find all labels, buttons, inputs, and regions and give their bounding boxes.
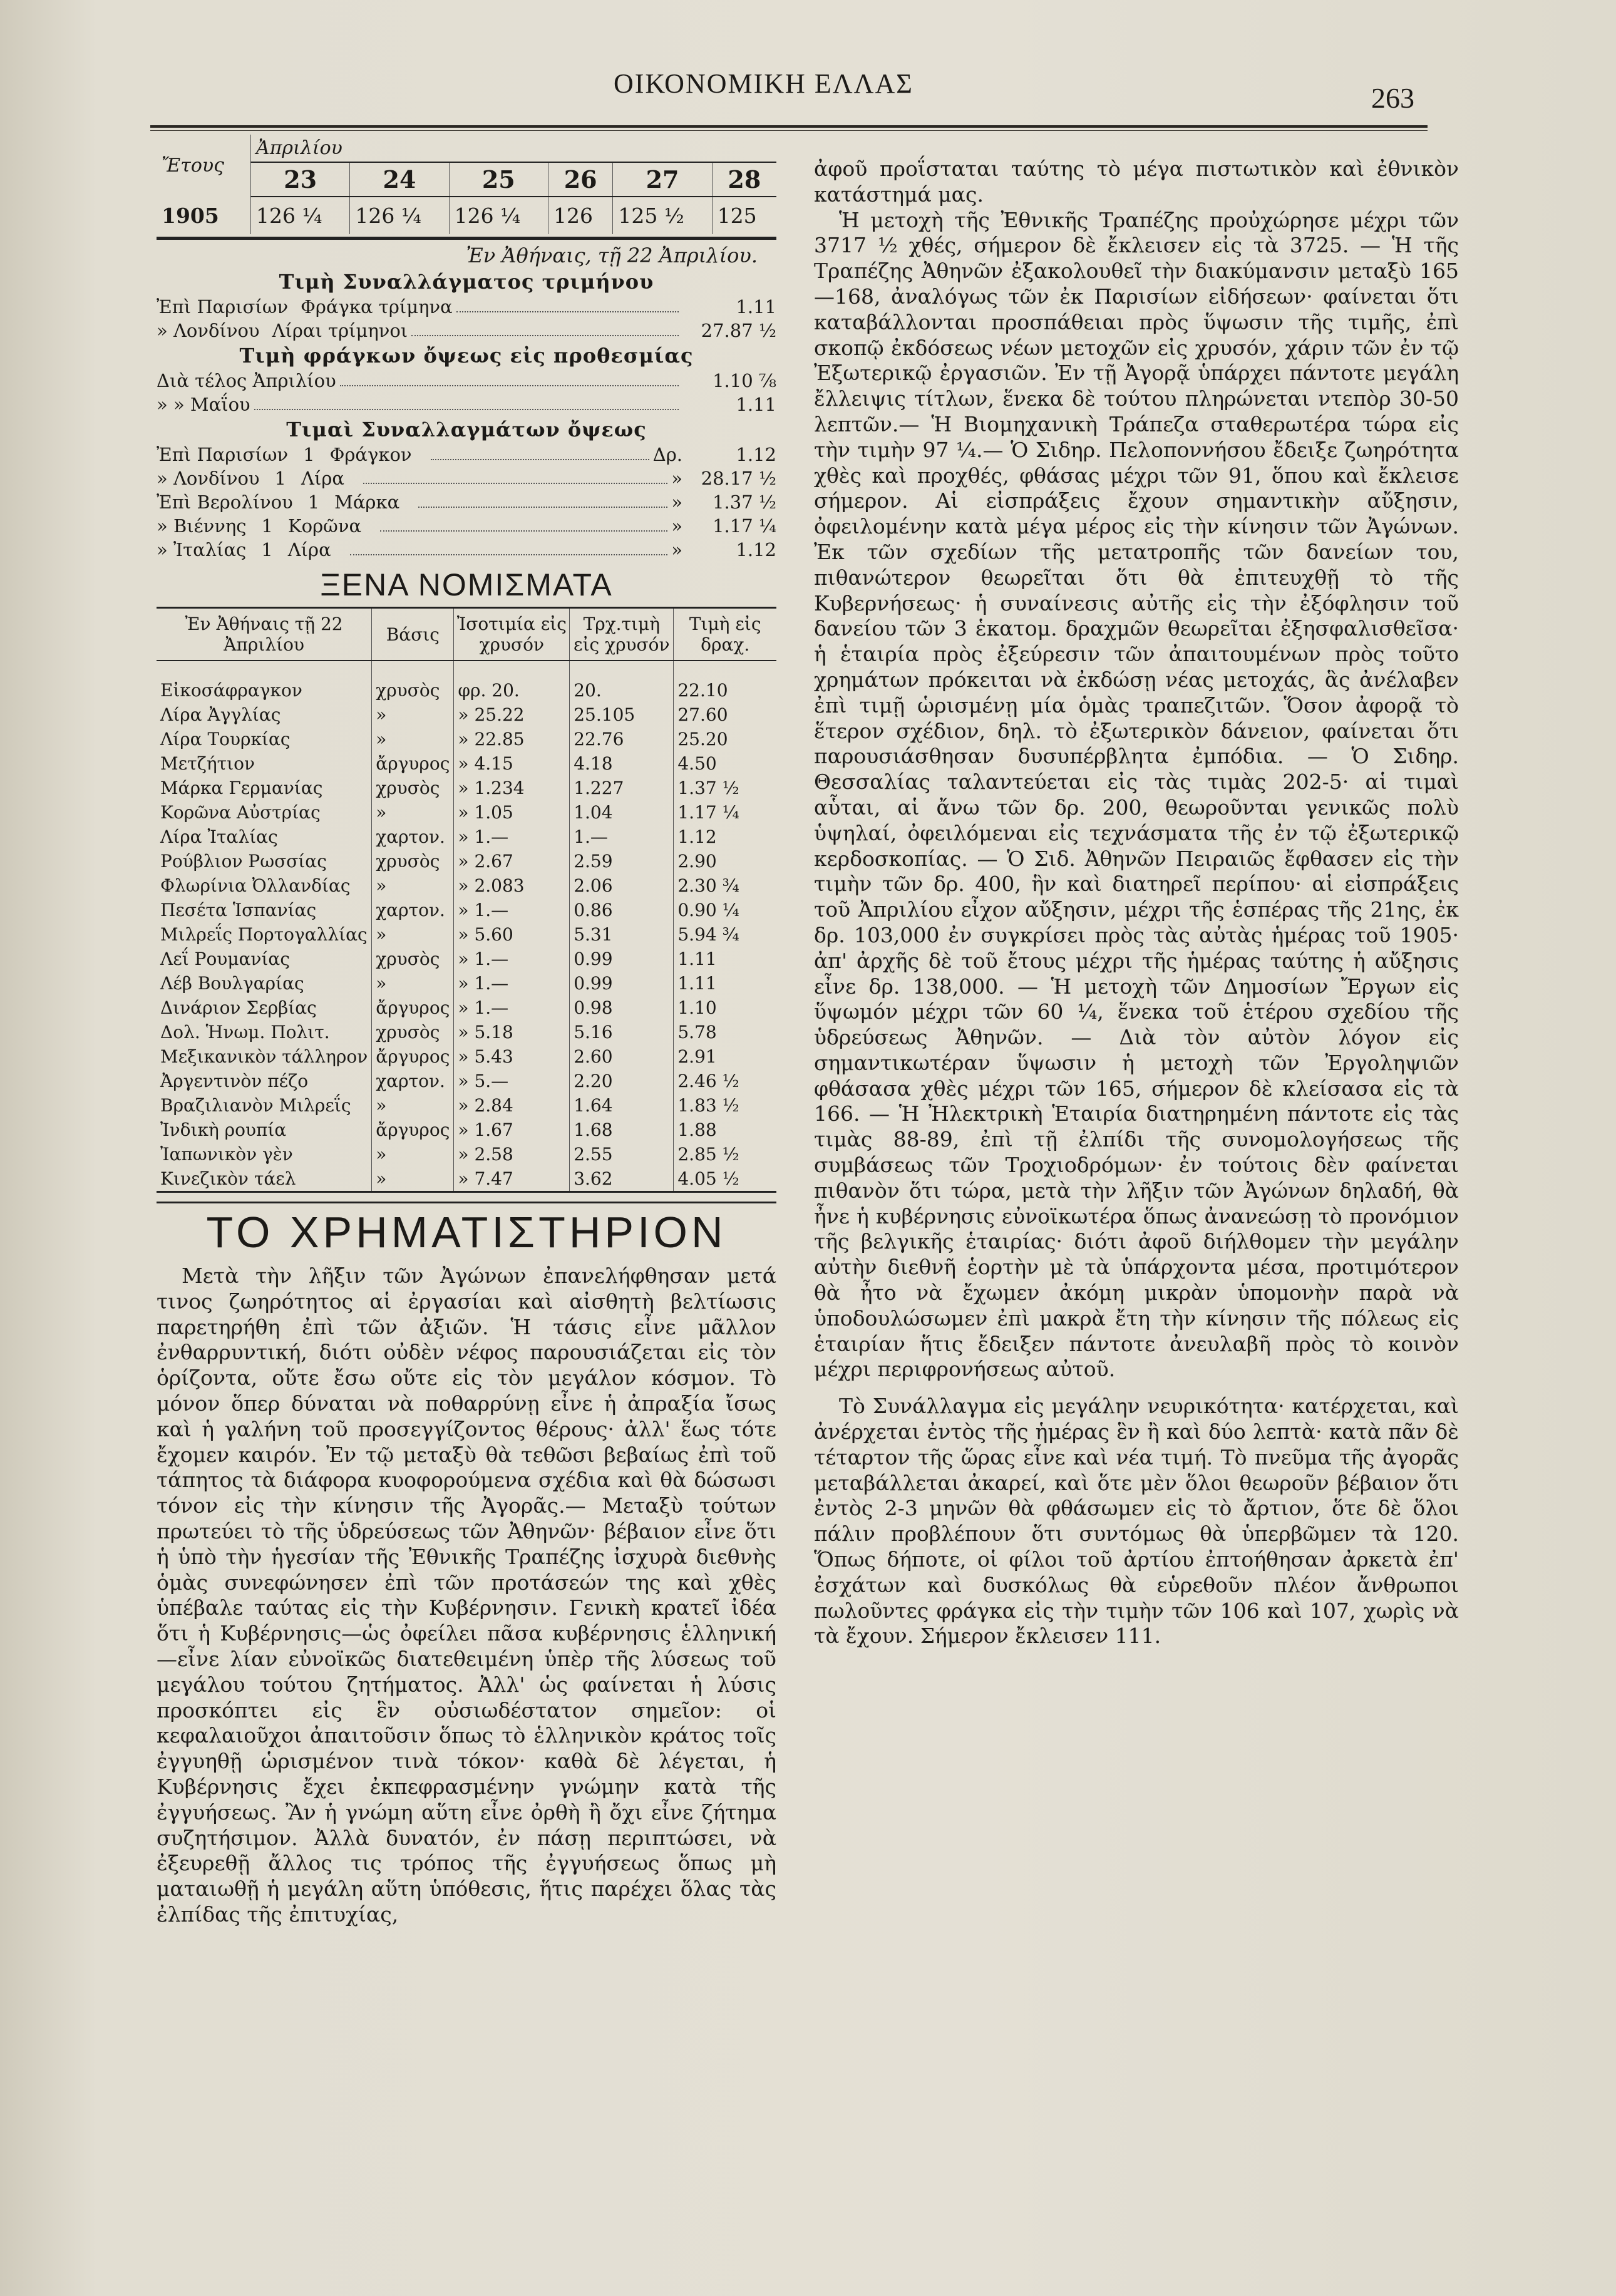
coin-name: Ἰαπωνικὸν γὲν: [160, 1144, 293, 1165]
coin-basis: χρυσὸς: [372, 849, 454, 873]
coin-market-price: 1.—: [570, 825, 674, 849]
coin-basis: ἄργυρος: [372, 996, 454, 1020]
rate-place: Ἐπὶ Παρισίων: [157, 296, 289, 317]
coin-drachma-price: 2.90: [674, 849, 776, 873]
table-row: [157, 1093, 776, 1118]
coin-drachma-price: 22.10: [674, 661, 776, 703]
coin-basis: ἄργυρος: [372, 1118, 454, 1142]
coin-drachma-price: 1.12: [674, 825, 776, 849]
coin-parity: » 1.—: [454, 971, 570, 996]
coin-market-price: 25.105: [570, 703, 674, 727]
table-row: [157, 996, 776, 1020]
coin-market-price: 2.06: [570, 873, 674, 898]
dateline: Ἐν Ἀθήναις, τῇ 22 Ἀπριλίου.: [466, 244, 758, 267]
coin-drachma-price: 1.83 ½: [674, 1093, 776, 1118]
coin-parity: » 5.43: [454, 1044, 570, 1069]
coin-market-price: 1.64: [570, 1093, 674, 1118]
rate-qty: 1: [303, 444, 315, 465]
rate-currency: Λίρα: [287, 539, 331, 560]
rate-place: Ἐπὶ Βερολίνου: [157, 492, 293, 513]
sight-rate-row: [157, 468, 776, 489]
leader-dots: [431, 444, 649, 460]
coin-basis: ἄργυρος: [372, 1044, 454, 1069]
coin-market-price: 4.18: [570, 751, 674, 776]
rate-value: 1.11: [736, 296, 776, 317]
coin-basis: χρυσὸς: [372, 776, 454, 800]
coin-parity: » 22.85: [454, 727, 570, 751]
price-cell: 126 ¼: [251, 197, 350, 234]
coin-name: Ἀργεντινὸν πέζο: [160, 1071, 309, 1091]
coin-name: Μεξικανικὸν τάλληρον: [160, 1046, 368, 1067]
article-paragraph: ἀφοῦ προΐσταται ταύτης τὸ μέγα πιστωτικὸν καὶ ἐθνικὸν κατάστημά μας.: [814, 157, 1459, 207]
coin-basis: »: [372, 1166, 454, 1192]
column-header: Βάσις: [372, 608, 454, 661]
table-row: [157, 1020, 776, 1044]
coin-market-price: 0.86: [570, 898, 674, 922]
coin-drachma-price: 5.94 ¾: [674, 922, 776, 947]
coin-drachma-price: 1.10: [674, 996, 776, 1020]
section-title: Τιμὴ φράγκων ὄψεως εἰς προθεσμίας: [239, 344, 694, 368]
coin-name: Μετζήτιον: [160, 753, 255, 774]
coin-name: Λεΐ Ρουμανίας: [160, 949, 291, 969]
leader-dots: [418, 492, 667, 508]
foreign-coins-body: [157, 661, 776, 1192]
coin-basis: χρυσὸς: [372, 661, 454, 703]
article-paragraph: Ἡ μετοχὴ τῆς Ἐθνικῆς Τραπέζης προὐχώρησε μέχρι τῶν 3717 ½ χθές, σήμερον δὲ ἔκλεισεν εἰς τὰ 3725. — Ἡ τῆς Τραπέζης Ἀθηνῶν ἐξακολουθεῖ τὴν διακύμανσιν μεταξὺ 165—168, ἀναλόγως τῶν ἐκ Παρισίων εἰδήσεων· φαίνεται ὅτι καταβάλλονται προσπάθειαι πρὸς ὕψωσιν τῆς τιμῆς, ἐπὶ σκοπῷ ἐκδόσεως νέων μετοχῶν εἰς χρυσόν, χάριν τῶν ἐν τῷ Ἐξωτερικῷ ἐργασιῶν. Ἐν τῇ Ἀγορᾷ ὑπάρχει πάντοτε μεγάλη ἔλλειψις τίτλων, ἕνεκα δὲ τούτου πληρώνεται ντεπὸρ 30-50 λεπτῶν.— Ἡ Βιομηχανικὴ Τράπεζα σταθερωτέρα τώρα εἰς τὴν τιμὴν 97 ¼.— Ὁ Σιδηρ. Πελοποννήσου ἔδειξε ζωηρότητα χθὲς καὶ προχθές, φθάσας μέχρι τῶν 91, ὅπου καὶ ἔκλεισε σήμερον. Αἱ εἰσπράξεις ἔχουν σημαντικὴν αὔξησιν, ὀφειλομένην κατὰ μέγα μέρος εἰς τὴν κίνησιν τῶν Ἀγώνων. Ἐκ τῶν σχεδίων τῆς μετατροπῆς τῶν δανείων του, πιθανώτερον θεωρεῖται ὅτι θὰ ἐπιτευχθῇ τὸ τῆς Κυβερνήσεως· ἡ συναίνεσις αὐτῆς εἰς τὴν ἐξόφλησιν τοῦ δανείου τῶν 3 ἑκατομ. δραχμῶν θεωρεῖται ἐξησφαλισθεῖσα· ἡ ἑταιρία πρὸς ἐξεύρεσιν τῶν ἀπαιτουμένων πρὸς τοῦτο χρημάτων πρόκειται νὰ ἐκδώσῃ νέας μετοχάς, ἃς ἀνέλαβεν ἐπὶ τιμῇ ὡρισμένῃ μία ὁμὰς τραπεζιτῶν. Ὅσον ἀφορᾷ τὸ ἕτερον σχέδιον, δηλ. τὸ ἐξωτερικὸν δάνειον, φαίνεται ὅτι παρουσιάσθησαν δυσυπέρβλητα ἐμπόδια. — Ὁ Σιδηρ. Θεσσαλίας ταλαντεύεται εἰς τὰς τιμὰς 202-5· αἱ τιμαὶ αὗται, αἱ ἄνω τῶν δρ. 200, θεωροῦνται γενικῶς πολὺ ὑψηλαί, ὀφειλόμεναι εἰς τεχνάσματα τῆς ἐν τῷ ἐξωτερικῷ κερδοσκοπίας. — Ὁ Σιδ. Ἀθηνῶν Πειραιῶς ἔφθασεν εἰς τὴν τιμὴν τῶν δρ. 400, ἣν καὶ διατηρεῖ περίπου· αἱ εἰσπράξεις τοῦ Ἀπριλίου εἶχον αὔξησιν, μέχρι τῆς ἑσπέρας τῆς 21ης, ἐκ δρ. 103,000 ἐν συγκρίσει πρὸς τὰς αὐτὰς ἡμέρας τοῦ 1905· ἀπ' ἀρχῆς δὲ τοῦ ἔτους μέχρι τῆς ἡμέρας ταύτης ἡ αὔξησις εἶνε δρ. 138,000. — Ἡ μετοχὴ τῶν Δημοσίων Ἔργων εἰς ὕψωμόν μέχρι τῶν 60 ¼, ἕνεκα τοῦ ἑτέρου σχεδίου τῆς ὑδρεύσεως Ἀθηνῶν. — Διὰ τὸν αὐτὸν λόγον εἰς σημαντικωτέραν ὕψωσιν ἡ μετοχὴ τῶν Ἐργοληψιῶν φθάσασα χθὲς μέχρι τῶν 165, σήμερον δὲ κλείσασα εἰς τὰ 166. — Ἡ Ἠλεκτρικὴ Ἑταιρία διατηρημένη πάντοτε εἰς τὰς τιμὰς 88-89, ἐπὶ τῇ ἐλπίδι τῆς συνομολογήσεως τῆς συμβάσεως τῶν Τροχιοδρόμων· ἐν τούτοις δὲν φαίνεται πιθανὸν ὅτι τώρα, μετὰ τὴν λῆξιν τῶν Ἀγώνων δηλαδή, θὰ ἦνε ἡ κυβέρνησις εὐνοϊκωτέρα ὅπως ἀνανεώσῃ τὸ προνόμιον τῆς βελγικῆς ἑταιρίας· διότι ἀφοῦ διήλθομεν τὴν μεγάλην αὐτὴν διεθνῆ ἑορτὴν μὲ τὰ ὑπάρχοντα μέσα, προτιμότερον θὰ ἦτο νὰ ἔχωμεν ἀκόμη μικρὰν ὑπομονὴν παρὰ νὰ ὑποδουλώσωμεν ἐπὶ μακρὰ ἔτη τὴν κίνησιν τῆς πόλεως εἰς ἑταιρίαν ἥτις ἔδειξεν πάντοτε ἀνευλαβῆ πρὸς τὸ κοινὸν μέχρι περιφρονήσεως αὐτοῦ.: [814, 207, 1459, 1382]
coin-basis: χαρτον.: [372, 898, 454, 922]
coin-market-price: 2.60: [570, 1044, 674, 1069]
coin-parity: » 25.22: [454, 703, 570, 727]
price-cell: 126 ¼: [350, 197, 449, 234]
coin-drachma-price: 1.11: [674, 971, 776, 996]
rate-currency: Μάρκα: [334, 492, 400, 513]
rate-line: [157, 320, 776, 341]
rate-value: 1.11: [736, 394, 776, 415]
rate-line: [157, 370, 776, 391]
coin-drachma-price: 1.37 ½: [674, 776, 776, 800]
table-row: [157, 727, 776, 751]
rate-qty: 1: [261, 515, 273, 537]
coin-name: Κινεζικὸν τάελ: [160, 1168, 296, 1189]
rate-place: Διὰ τέλος Ἀπριλίου: [157, 370, 336, 391]
day-header: 24: [350, 162, 449, 197]
coin-basis: »: [372, 703, 454, 727]
rate-line: [157, 394, 776, 415]
coin-name: Λίρα Ἀγγλίας: [160, 704, 281, 725]
leader-dots: [254, 394, 679, 410]
leader-dots: [380, 515, 667, 532]
rate-value: 1.37 ½: [713, 492, 776, 513]
table-row: [157, 1118, 776, 1142]
sight-rate-row: [157, 492, 776, 513]
coin-market-price: 5.31: [570, 922, 674, 947]
table-row: [157, 1044, 776, 1069]
table-row: [157, 971, 776, 996]
rate-value: 1.12: [736, 539, 776, 560]
coin-name: Κορῶνα Αὐστρίας: [160, 802, 321, 823]
coin-parity: » 2.67: [454, 849, 570, 873]
coin-parity: » 5.60: [454, 922, 570, 947]
coin-parity: » 1.67: [454, 1118, 570, 1142]
coin-parity: » 1.234: [454, 776, 570, 800]
table-row: [157, 922, 776, 947]
coin-market-price: 2.20: [570, 1069, 674, 1093]
price-cell: 126 ¼: [449, 197, 548, 234]
coin-name: Εἰκοσάφραγκον: [160, 680, 302, 701]
foreign-coins-table: [157, 607, 776, 1193]
coin-drachma-price: 2.85 ½: [674, 1142, 776, 1166]
rate-unit: Δρ.: [652, 444, 682, 465]
table-row: [157, 703, 776, 727]
column-header: Ἰσοτιμία εἰς χρυσόν: [454, 608, 570, 661]
sight-rates-list: [157, 444, 776, 560]
coin-market-price: 0.99: [570, 947, 674, 971]
bourse-paragraph: Μετὰ τὴν λῆξιν τῶν Ἀγώνων ἐπανελήφθησαν μετά τινος ζωηρότητος αἱ ἐργασίαι καὶ αἰσθητὴ βελτίωσις παρετηρήθη ἐπὶ τῶν ἀξιῶν. Ἡ τάσις εἶνε μᾶλλον ἐνθαρρυντική, διότι οὐδὲν νέφος παρουσιάζεται εἰς τὸν ὁρίζοντα, οὔτε ἔσω οὔτε εἰς τὸν μεγάλον κόσμον. Τὸ μόνον ὅπερ δύναται νὰ ποθαρρύνῃ εἶνε ἡ ἀπραξία ἴσως καὶ ἡ γαλήνη τοῦ προσεγγίζοντος θέρους· ἀλλ' ἕως τότε ἔχομεν καιρόν. Ἐν τῷ μεταξὺ θὰ τεθῶσι βεβαίως ἐπὶ τοῦ τάπητος τὰ διάφορα κυοφορούμενα σχέδια καὶ θὰ δώσωσι τόνον εἰς τὴν κίνησιν τῆς Ἀγορᾶς.— Μεταξὺ τούτων πρωτεύει τὸ τῆς ὑδρεύσεως τῶν Ἀθηνῶν· βέβαιον εἶνε ὅτι ἡ ὑπὸ τὴν ἡγεσίαν τῆς Ἐθνικῆς Τραπέζης ἰσχυρὰ διεθνὴς ὁμὰς συνεφώνησεν ἐπὶ τῶν προτάσεών της καὶ χθὲς ὑπέβαλε ταύτας εἰς τὴν Κυβέρνησιν. Γενικὴ κρατεῖ ἰδέα ὅτι ἡ Κυβέρνησις—ὡς ὀφείλει πᾶσα κυβέρνησις ἑλληνική—εἶνε λίαν εὐνοϊκῶς διατεθειμένη ὑπὲρ τῆς λύσεως τοῦ μεγάλου τούτου ζητήματος. Ἀλλ' ὡς φαίνεται ἡ λύσις προσκόπτει εἰς ἓν οὐσιωδέστατον σημεῖον: οἱ κεφαλαιοῦχοι ἀπαιτοῦσιν ὅπως τὸ ἑλληνικὸν κράτος τοῖς ἐγγυηθῇ ὡρισμένον τινὰ τόκον· καθὰ δὲ λέγεται, ἡ Κυβέρνησις ἔχει ἐκπεφρασμένην γνώμην κατὰ τῆς ἐγγυήσεως. Ἂν ἡ γνώμη αὕτη εἶνε ὀρθὴ ἢ ὄχι εἶνε ζήτημα συζητήσιμον. Ἀλλὰ δυνατόν, ἐν πάσῃ περιπτώσει, νὰ ἐξευρεθῇ ἄλλος τις τρόπος τῆς ἐγγυήσεως ὅπως μὴ ματαιωθῇ ἡ μεγάλη αὕτη ὑπόθεσις, ἥτις παρέχει ὅλας τὰς ἐλπίδας τῆς ἐπιτυχίας,: [157, 1264, 776, 1927]
header-rule: [150, 125, 1428, 128]
right-column: [814, 157, 1459, 1649]
coin-name: Λίρα Τουρκίας: [160, 729, 291, 749]
coin-name: Δολ. Ἡνωμ. Πολιτ.: [160, 1022, 330, 1042]
coin-parity: φρ. 20.: [454, 661, 570, 703]
table-row: [157, 800, 776, 825]
table-row: [157, 873, 776, 898]
coin-parity: » 4.15: [454, 751, 570, 776]
april-price-table: [157, 135, 776, 234]
coin-drachma-price: 5.78: [674, 1020, 776, 1044]
month-header: Ἀπριλίου: [251, 135, 776, 162]
year-header: Ἔτους: [157, 135, 251, 197]
year-cell: 1905: [162, 203, 219, 228]
rate-value: 28.17 ½: [701, 468, 776, 489]
coin-parity: » 2.58: [454, 1142, 570, 1166]
day-header: 23: [251, 162, 350, 197]
table-row: [157, 825, 776, 849]
rate-place: » Λονδίνου: [157, 320, 260, 341]
coin-parity: » 1.—: [454, 898, 570, 922]
coin-market-price: 1.68: [570, 1118, 674, 1142]
coin-name: Ἰνδικὴ ρουπία: [160, 1120, 287, 1140]
coin-parity: » 7.47: [454, 1166, 570, 1192]
rate-currency: Λίρα: [301, 468, 344, 489]
coin-basis: »: [372, 971, 454, 996]
section-title: Τιμαὶ Συναλλαγμάτων ὄψεως: [286, 418, 647, 441]
rate-qty: 1: [274, 468, 286, 489]
bourse-title: ΤΟ ΧΡΗΜΑΤΙΣΤΗΡΙΟΝ: [157, 1202, 776, 1257]
section-rule: [157, 237, 776, 240]
running-title: ΟΙΚΟΝΟΜΙΚΗ ΕΛΛΑΣ: [614, 68, 914, 99]
coin-name: Πεσέτα Ἱσπανίας: [160, 900, 317, 920]
column-header: Τιμὴ εἰς δραχ.: [674, 608, 776, 661]
leader-dots: [411, 320, 679, 336]
coin-drachma-price: 0.90 ¼: [674, 898, 776, 922]
coin-basis: »: [372, 727, 454, 751]
coin-drachma-price: 2.91: [674, 1044, 776, 1069]
coin-drachma-price: 1.11: [674, 947, 776, 971]
day-header: 26: [548, 162, 612, 197]
left-column: [157, 135, 776, 1928]
sight-rate-row: [157, 515, 776, 537]
coin-basis: »: [372, 1142, 454, 1166]
coin-market-price: 22.76: [570, 727, 674, 751]
coin-parity: » 1.05: [454, 800, 570, 825]
rate-unit: »: [671, 468, 682, 489]
coin-market-price: 1.04: [570, 800, 674, 825]
rate-item: Λίραι τρίμηνοι: [272, 320, 408, 341]
price-cell: 126: [548, 197, 612, 234]
rate-value: 27.87 ½: [701, 320, 776, 341]
rate-qty: 1: [261, 539, 273, 560]
coin-basis: χαρτον.: [372, 1069, 454, 1093]
coin-parity: » 1.—: [454, 947, 570, 971]
foreign-coins-title: ΞΕΝΑ ΝΟΜΙΣΜΑΤΑ: [320, 567, 613, 602]
coin-parity: » 5.—: [454, 1069, 570, 1093]
rate-currency: Φράγκον: [329, 444, 412, 465]
rate-place: Ἐπὶ Παρισίων: [157, 444, 289, 465]
coin-parity: » 1.—: [454, 996, 570, 1020]
coin-parity: » 5.18: [454, 1020, 570, 1044]
coin-parity: » 1.—: [454, 825, 570, 849]
rate-value: 1.17 ¼: [713, 515, 776, 537]
table-row: [157, 898, 776, 922]
coin-basis: χρυσὸς: [372, 947, 454, 971]
coin-market-price: 5.16: [570, 1020, 674, 1044]
coin-market-price: 1.227: [570, 776, 674, 800]
coin-drachma-price: 25.20: [674, 727, 776, 751]
table-row: [157, 776, 776, 800]
coin-drachma-price: 2.30 ¾: [674, 873, 776, 898]
table-row: [157, 1069, 776, 1093]
coin-drachma-price: 27.60: [674, 703, 776, 727]
coin-basis: χαρτον.: [372, 825, 454, 849]
header-rule-thin: [150, 130, 1428, 131]
coin-market-price: 20.: [570, 661, 674, 703]
coin-market-price: 3.62: [570, 1166, 674, 1192]
coin-name: Λίρα Ἰταλίας: [160, 826, 278, 847]
coin-drachma-price: 4.50: [674, 751, 776, 776]
rate-place: » Ἰταλίας: [157, 539, 247, 560]
leader-dots: [350, 539, 668, 555]
coin-basis: »: [372, 800, 454, 825]
coin-name: Μιλρεΐς Πορτογαλλίας: [160, 924, 368, 945]
coin-drachma-price: 1.17 ¼: [674, 800, 776, 825]
leader-dots: [363, 468, 667, 484]
price-cell: 125 ½: [613, 197, 712, 234]
coin-name: Λέβ Βουλγαρίας: [160, 973, 304, 994]
coin-name: Βραζιλιανὸν Μιλρεΐς: [160, 1095, 351, 1116]
rate-qty: 1: [307, 492, 320, 513]
coin-basis: »: [372, 1093, 454, 1118]
rate-value: 1.10 ⅞: [713, 370, 776, 391]
table-row: [157, 1166, 776, 1192]
table-row: [157, 661, 776, 703]
rate-place: » Βιέννης: [157, 515, 247, 537]
sight-rate-row: [157, 444, 776, 465]
coin-market-price: 2.55: [570, 1142, 674, 1166]
coin-basis: »: [372, 873, 454, 898]
table-row: [157, 1142, 776, 1166]
rate-unit: »: [671, 515, 682, 537]
leader-dots: [456, 296, 679, 312]
day-header: 27: [613, 162, 712, 197]
table-row: [157, 849, 776, 873]
rate-currency: Κορῶνα: [288, 515, 362, 537]
page-number: 263: [1371, 82, 1414, 114]
rate-line: [157, 296, 776, 317]
article-paragraph: Τὸ Συνάλλαγμα εἰς μεγάλην νευρικότητα· κατέρχεται, καὶ ἀνέρχεται ἐντὸς τῆς ἡμέρας ἓν ἢ καὶ δύο λεπτὰ· κατὰ πᾶν δὲ τέταρτον τῆς ὥρας εἶνε καὶ νέα τιμή. Τὸ πνεῦμα τῆς ἀγορᾶς μεταβάλλεται ἀκαρεί, καὶ ὅτε μὲν ὅλοι θεωροῦν βέβαιον ὅτι ἐντὸς 2-3 μηνῶν θὰ φθάσωμεν εἰς τὸ ἄρτιον, ὅτε δὲ ὅλοι πάλιν προβλέπουν ὅτι συντόμως θὰ ὑπερβῶμεν τὰ 120. Ὅπως δήποτε, οἱ φίλοι τοῦ ἀρτίου ἐπτοήθησαν ἀρκετὰ ἐπ' ἐσχάτων καὶ δυσκόλως θὰ εὑρεθοῦν πλέον ἄνθρωποι πωλοῦντες φράγκα εἰς τὴν τιμὴν τῶν 106 καὶ 107, χωρὶς νὰ τὰ ἔχουν. Σήμερον ἔκλεισεν 111.: [814, 1394, 1459, 1649]
coin-parity: » 2.84: [454, 1093, 570, 1118]
column-header: Τρχ.τιμὴ εἰς χρυσόν: [570, 608, 674, 661]
rate-place: » Λονδίνου: [157, 468, 260, 489]
coin-parity: » 2.083: [454, 873, 570, 898]
coin-name: Δινάριον Σερβίας: [160, 997, 317, 1018]
table-row: [157, 751, 776, 776]
day-header: 25: [449, 162, 548, 197]
rate-unit: »: [671, 539, 682, 560]
rate-place: » » Μαΐου: [157, 394, 250, 415]
leader-dots: [340, 370, 679, 386]
coin-name: Ρούβλιον Ρωσσίας: [160, 851, 327, 872]
price-cell: 125: [712, 197, 776, 234]
column-header: Ἐν Ἀθήναις τῇ 22 Ἀπριλίου: [157, 608, 372, 661]
section-title: Τιμὴ Συναλλάγματος τριμήνου: [279, 270, 654, 294]
coin-basis: »: [372, 922, 454, 947]
coin-drachma-price: 2.46 ½: [674, 1069, 776, 1093]
coin-name: Φλωρίνια Ὀλλανδίας: [160, 875, 351, 896]
coin-drachma-price: 1.88: [674, 1118, 776, 1142]
coin-market-price: 0.99: [570, 971, 674, 996]
coin-basis: χρυσὸς: [372, 1020, 454, 1044]
coin-market-price: 0.98: [570, 996, 674, 1020]
sight-rate-row: [157, 539, 776, 560]
coin-name: Μάρκα Γερμανίας: [160, 778, 323, 798]
rate-value: 1.12: [736, 444, 776, 465]
coin-basis: ἄργυρος: [372, 751, 454, 776]
day-header: 28: [712, 162, 776, 197]
coin-market-price: 2.59: [570, 849, 674, 873]
rate-unit: »: [671, 492, 682, 513]
coin-drachma-price: 4.05 ½: [674, 1166, 776, 1192]
rate-item: Φράγκα τρίμηνα: [301, 296, 453, 317]
table-row: [157, 947, 776, 971]
table-row: [157, 197, 776, 234]
